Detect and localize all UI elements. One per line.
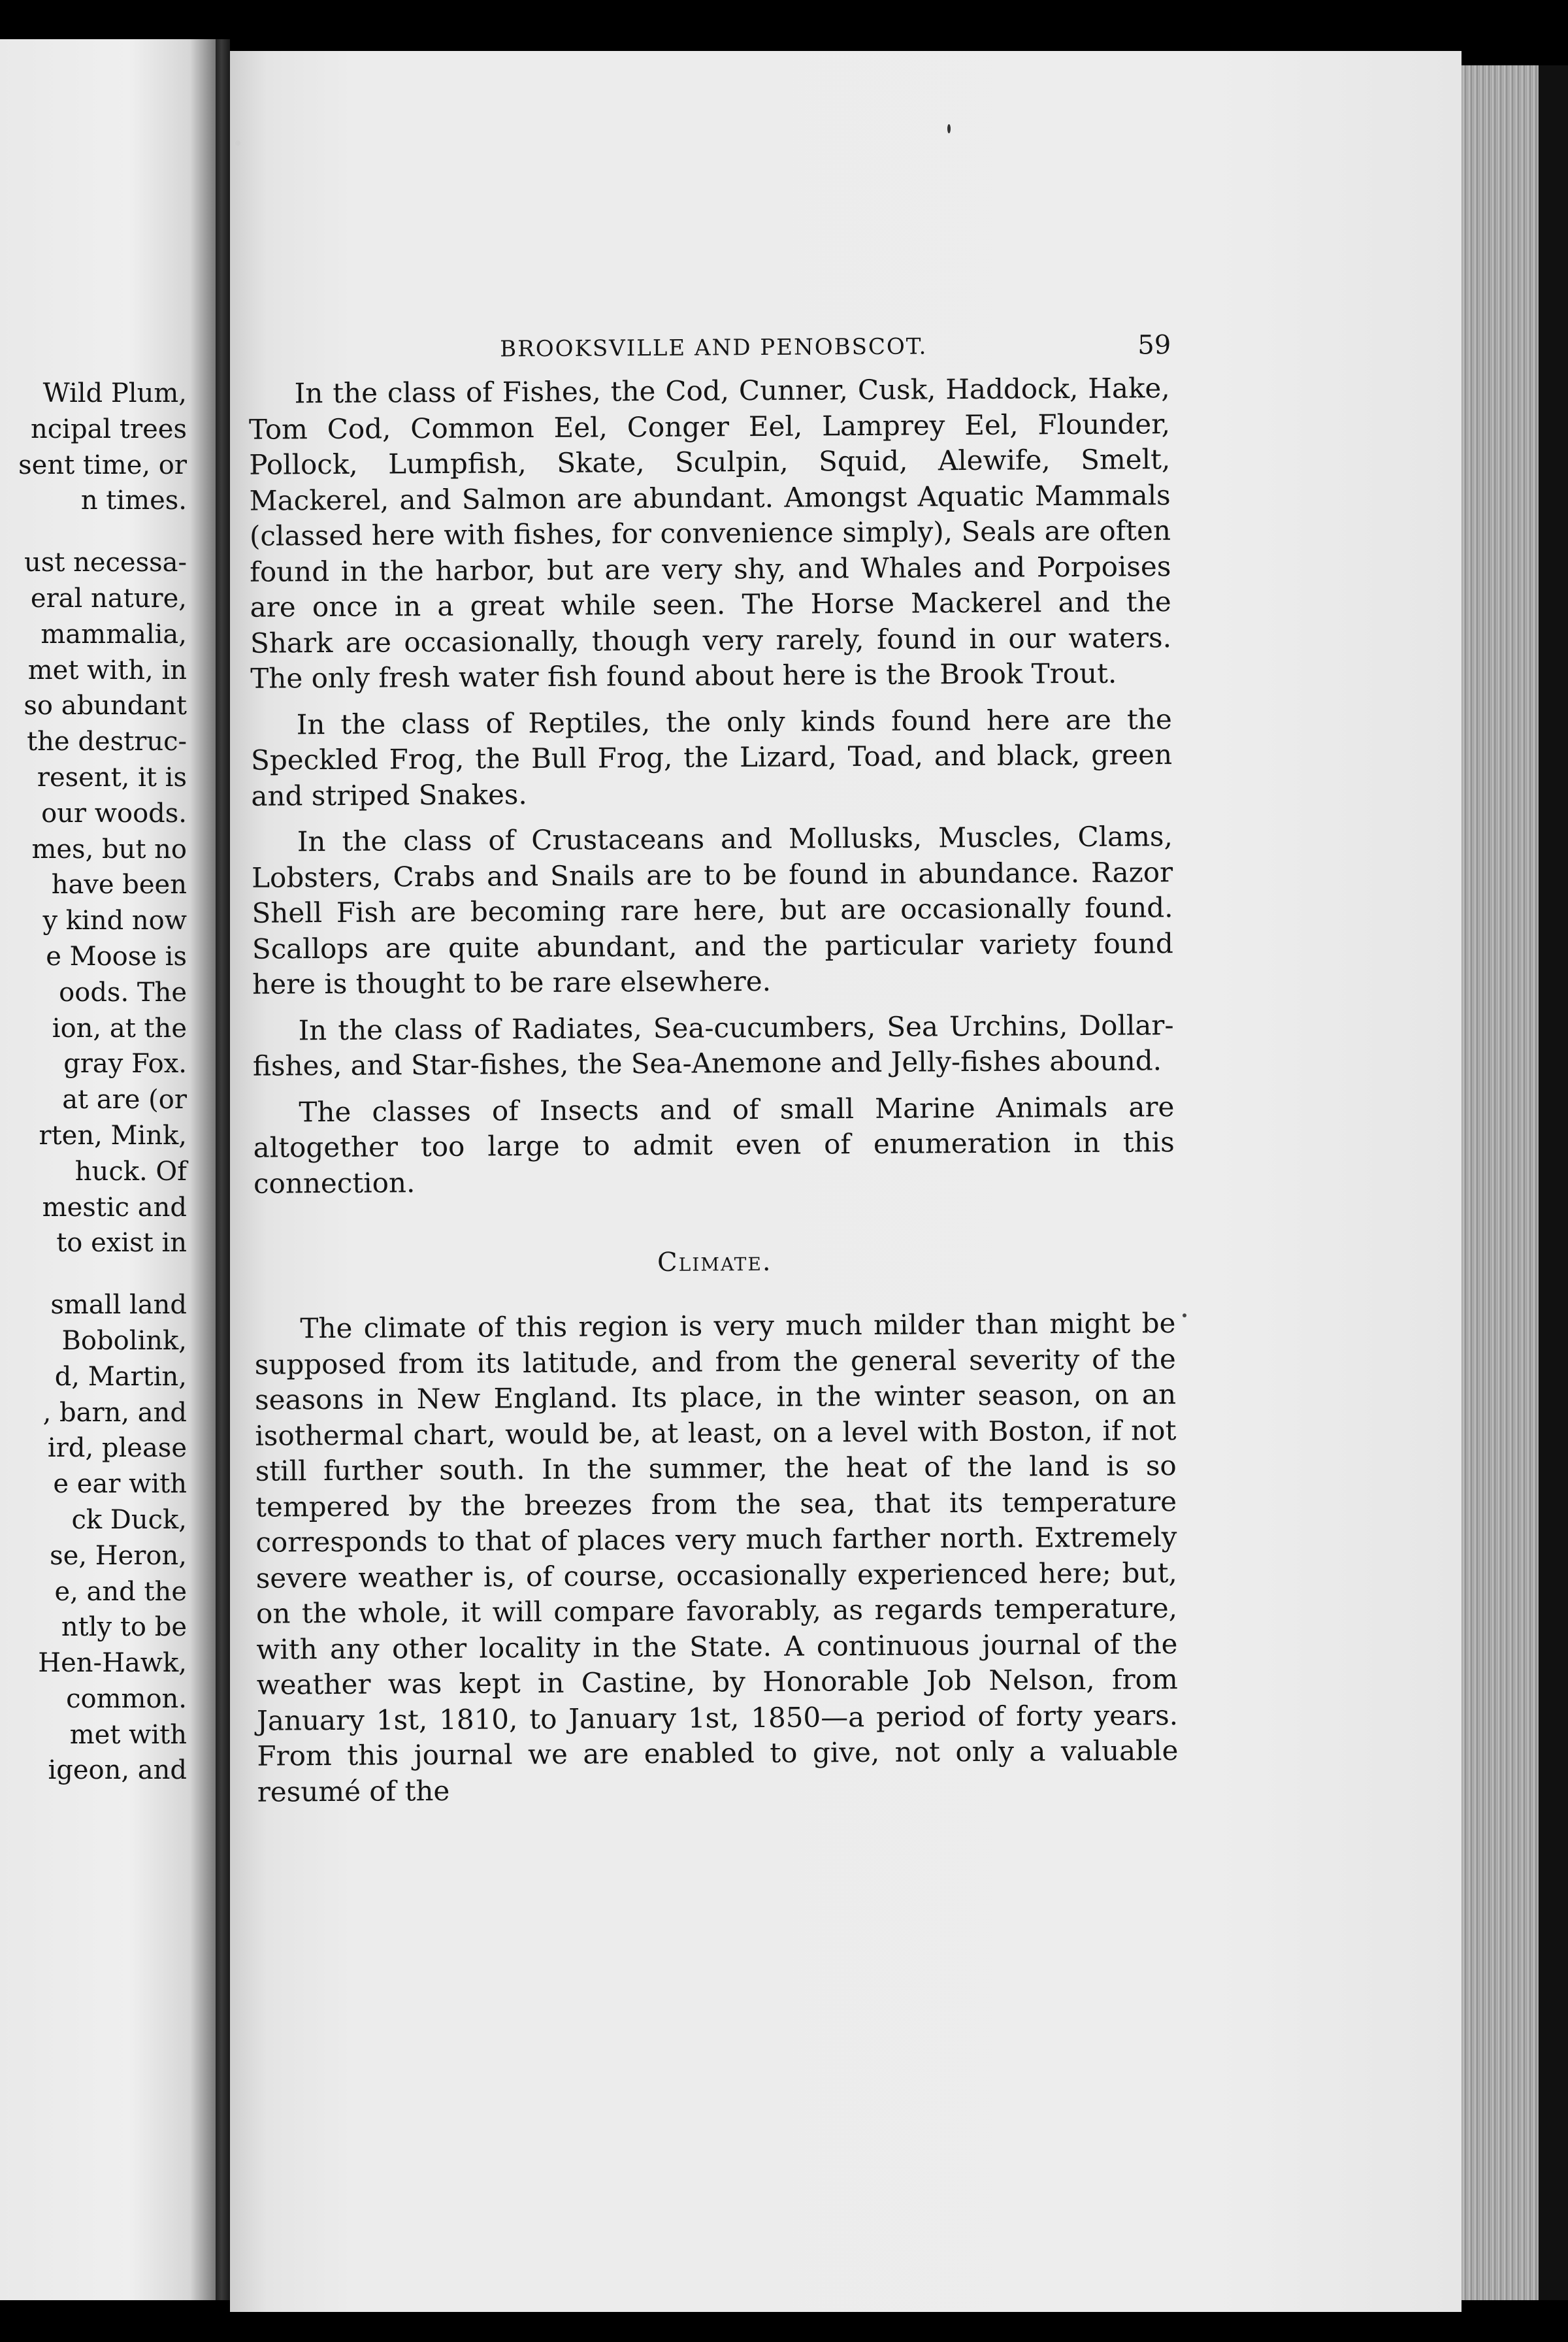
paragraph-climate: The climate of this region is very much milder than might be supposed from its latitude, and from the general severity of the seasons in New England. Its place, in the winter season, on an isothermal chart, would be, at least, on a level with Boston, if not still further south. In the summer, the heat of the land is so tempered by the breezes from the sea, that its temperature corresponds to that of places very much farther north. Extremely severe weather is, of course, occasionally experienced here; but, on the whole, it will compare favorably, as regards temperature, with any other locality in the State. A continuous journal of the weather was kept in Castine, by Honorable Job Nelson, from January 1st, 1810, to January 1st, 1850—a period of forty years. From this journal we are enabled to give, not only a valuable resumé of the (254, 1307, 1179, 1808)
facing-page-line: e ear with (53, 1469, 187, 1500)
facing-page-line: e Moose is (46, 941, 187, 972)
facing-page-line: n times. (80, 486, 187, 516)
facing-page-line: ck Duck, (71, 1504, 187, 1535)
facing-page-line: ird, please (47, 1433, 187, 1464)
facing-page-line: eral nature, (30, 583, 187, 614)
facing-page-line: small land (50, 1290, 187, 1321)
facing-page-line: igeon, and (48, 1755, 187, 1786)
paper-speck (235, 140, 240, 146)
facing-page-line: rten, Mink, (39, 1120, 187, 1151)
facing-page-line: common. (66, 1683, 187, 1714)
facing-page-line: Hen-Hawk, (38, 1648, 187, 1679)
facing-page-line: at are (or (62, 1085, 187, 1115)
facing-page-line: ntly to be (61, 1612, 187, 1643)
facing-page-line: met with (69, 1719, 187, 1750)
page-number: 59 (1137, 330, 1171, 361)
facing-page-line: so abundant (24, 691, 187, 721)
facing-page-line: ion, at the (52, 1013, 187, 1044)
paper-speck (947, 124, 951, 133)
body-text (249, 371, 1179, 1821)
facing-page-line: oods. The (59, 977, 187, 1008)
facing-page-line: ust necessa- (24, 548, 187, 578)
facing-page-line: Wild Plum, (42, 378, 187, 408)
facing-page-line: gray Fox. (63, 1049, 187, 1080)
facing-page-line: se, Heron, (50, 1540, 187, 1571)
facing-page-line: mestic and (42, 1192, 187, 1223)
facing-page-line: e, and the (54, 1576, 187, 1607)
facing-page-line: have been (51, 870, 187, 900)
facing-page-line: met with, in (27, 655, 187, 685)
facing-page-line: mammalia, (41, 619, 187, 650)
paragraph-reptiles: In the class of Reptiles, the only kinds found here are the Speckled Frog, the Bull Frog, the Lizard, Toad, and black, green and striped Snakes. (250, 702, 1173, 812)
facing-page-line: Bobolink, (61, 1325, 187, 1356)
facing-page-line: y kind now (42, 906, 187, 936)
paragraph-crustaceans: In the class of Crustaceans and Mollusks, Muscles, Clams, Lobsters, Crabs and Snails are to be found in abundance. Razor Shell Fish are becoming rare here, but are occasionally found. Scallops are quite abundant, and the particular variety found here is thought to be rare elsewhere. (252, 820, 1173, 1000)
paragraph-insects: The classes of Insects and of small Marine Animals are altogether too large to admit even of enumeration in this connection. (253, 1090, 1175, 1200)
facing-page-line: resent, it is (37, 762, 187, 793)
facing-page-line: , barn, and (42, 1397, 187, 1428)
paper-speck (1183, 1313, 1186, 1317)
facing-page-line: d, Martin, (54, 1361, 187, 1392)
facing-page-line: mes, but no (31, 834, 187, 865)
running-head: BROOKSVILLE AND PENOBSCOT. (500, 333, 928, 363)
facing-page-line: our woods. (41, 798, 187, 829)
facing-page-line: ncipal trees (31, 414, 187, 444)
paragraph-radiates: In the class of Radiates, Sea-cucumbers, Sea Urchins, Dollar-fishes, and Star-fishes, the Sea-Anemone and Jelly-fishes abound. (252, 1008, 1174, 1082)
facing-page-line: sent time, or (18, 450, 187, 480)
section-heading-climate: Climate. (657, 1246, 772, 1278)
paragraph-fishes: In the class of Fishes, the Cod, Cunner, Cusk, Haddock, Hake, Tom Cod, Common Eel, Conger Eel, Lamprey Eel, Flounder, Pollock, Lumpfish, Skate, Sculpin, Squid, Alewife, Smelt, Mackerel, and Salmon are abundant. Amongst Aquatic Mammals (classed here with fishes, for convenience simply), Seals are often found in the harbor, but are very shy, and Whales and Porpoises are once in a great while seen. The Horse Mackerel and the Shark are occasionally, though very rarely, found in our waters. The only fresh water fish found about here is the Brook Trout. (248, 372, 1172, 695)
facing-page-line: to exist in (56, 1228, 187, 1259)
facing-page-line: the destruc- (27, 727, 187, 757)
facing-page-line: huck. Of (74, 1156, 187, 1187)
